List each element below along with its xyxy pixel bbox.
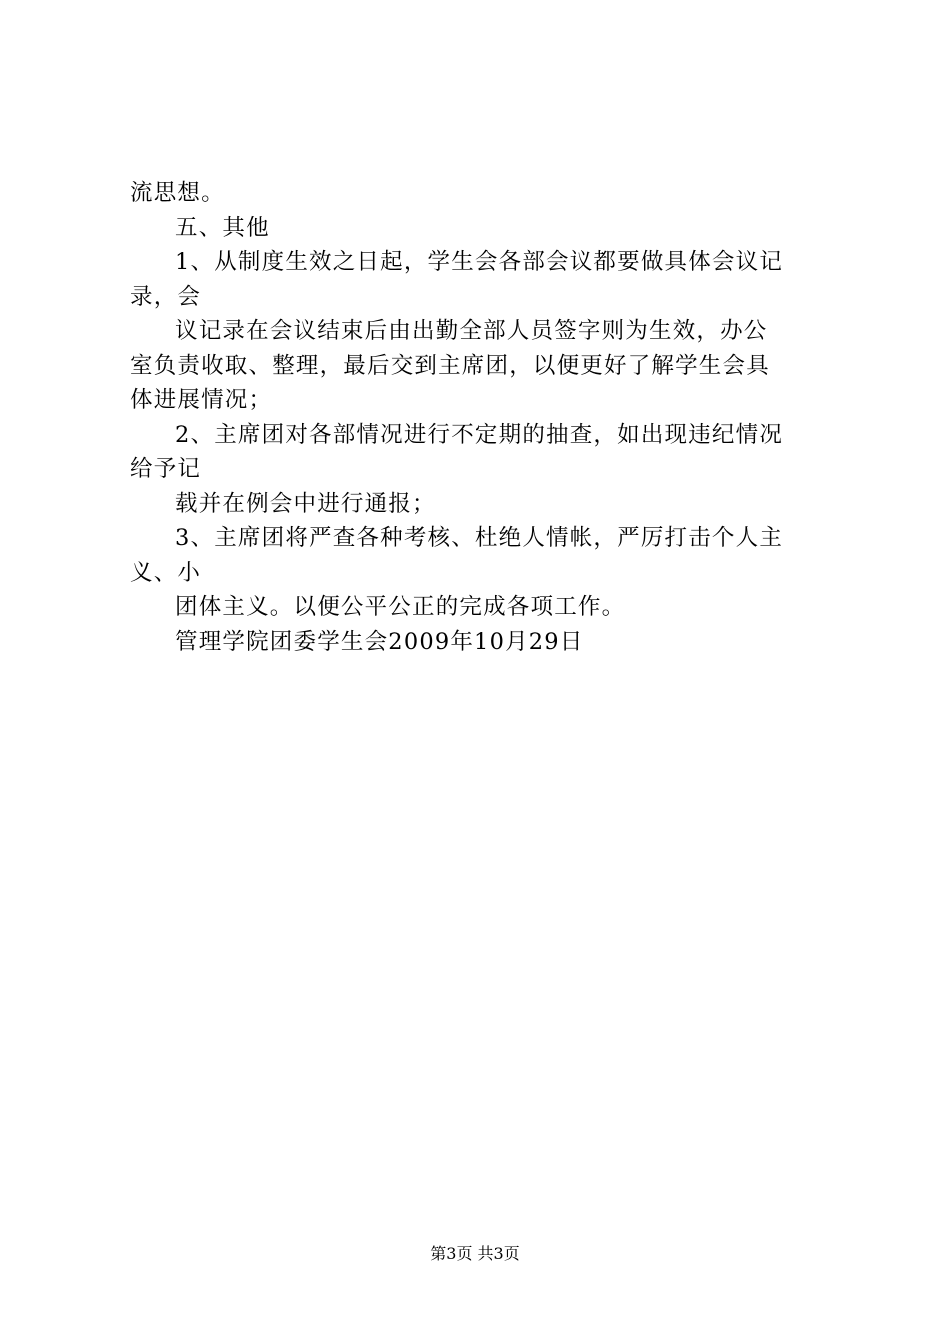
page-footer: 第3页 共3页 bbox=[430, 1244, 520, 1263]
text-line: 1、从制度生效之日起，学生会各部会议都要做具体会议记 bbox=[175, 249, 784, 275]
text-line: 室负责收取、整理，最后交到主席团，以便更好了解学生会具 bbox=[130, 352, 770, 379]
signature-line: 管理学院团委学生会2009年10月29日 bbox=[175, 628, 584, 655]
text-line: 3、主席团将严查各种考核、杜绝人情帐，严厉打击个人主 bbox=[175, 525, 784, 551]
section-heading: 五、其他 bbox=[175, 214, 270, 241]
text-line: 给予记 bbox=[130, 456, 202, 482]
text-line: 2、主席团对各部情况进行不定期的抽查，如出现违纪情况 bbox=[175, 421, 784, 448]
text-line: 体进展情况； bbox=[130, 387, 273, 413]
text-line: 流思想。 bbox=[130, 180, 225, 206]
text-line: 议记录在会议结束后由出勤全部人员签字则为生效，办公 bbox=[175, 318, 768, 344]
document-body bbox=[130, 176, 835, 659]
text-line: 载并在例会中进行通报； bbox=[175, 490, 436, 517]
text-line: 义、小 bbox=[130, 559, 202, 586]
text-line: 录，会 bbox=[130, 283, 202, 310]
text-line: 团体主义。以便公平公正的完成各项工作。 bbox=[175, 594, 626, 620]
